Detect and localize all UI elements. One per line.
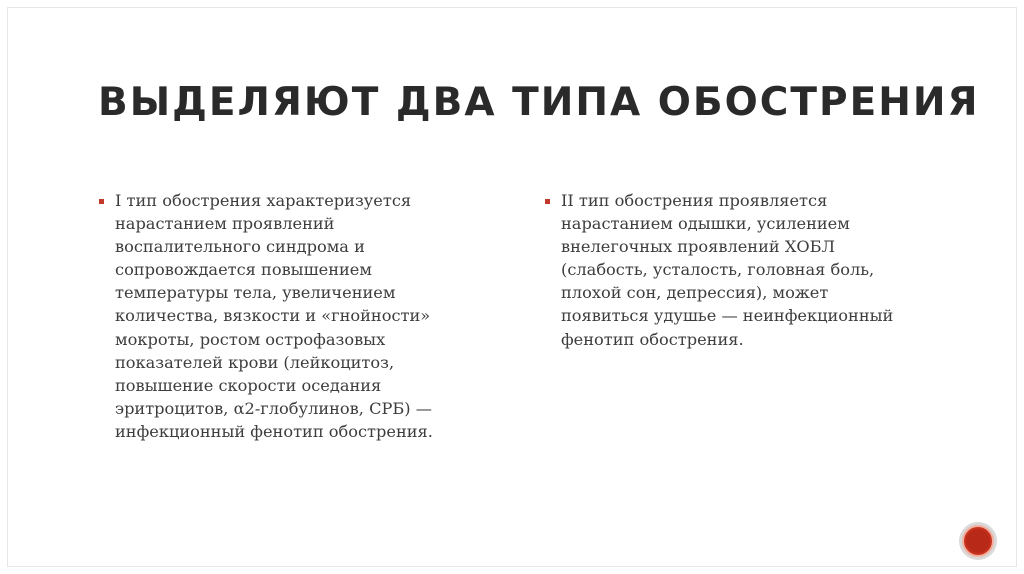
bullet-item-exacerbation-type-2: [544, 189, 916, 351]
bullet-item-exacerbation-type-1: [98, 189, 470, 443]
logo-core: [966, 529, 990, 553]
circle-logo-icon: [959, 522, 997, 560]
square-bullet-icon: [545, 199, 550, 204]
bullet-text: I тип обострения характеризуется нарастанием проявлений воспалительного синдрома и сопровождается повышением температуры тела, увеличением количества, вязкости и «гнойности» мокроты, ростом острофазовых показателей крови (лейкоцитоз, повышение скорости оседания эритроцитов, α2-глобулинов, СРБ) — инфекционный фенотип обострения.: [115, 191, 433, 441]
slide-title: ВЫДЕЛЯЮТ ДВА ТИПА ОБОСТРЕНИЯ: [98, 80, 980, 125]
left-column: [98, 189, 470, 443]
bullet-text: II тип обострения проявляется нарастанием одышки, усилением внелегочных проявлений ХОБЛ (слабость, усталость, головная боль, плохой сон, депрессия), может появиться удушье — неинфекционный фенотип обострения.: [561, 191, 894, 349]
square-bullet-icon: [99, 199, 104, 204]
right-column: [544, 189, 916, 351]
